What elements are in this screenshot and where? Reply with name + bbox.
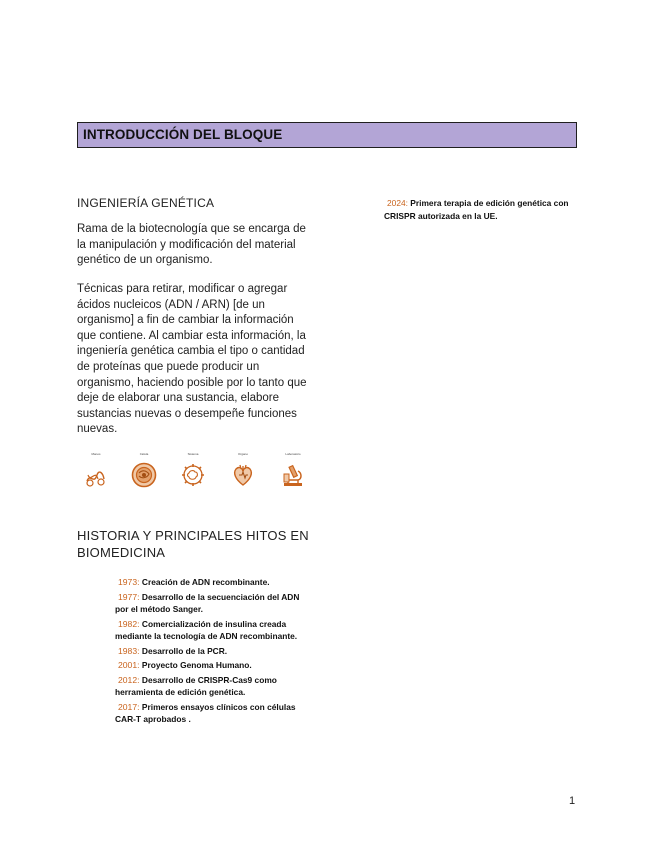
timeline-year: 1973: — [118, 577, 140, 587]
timeline-item — [115, 618, 311, 643]
banner-title: INTRODUCCIÓN DEL BLOQUE — [83, 127, 283, 142]
icon-caption: Laboratorio — [285, 453, 301, 456]
icon-caption: Manos — [91, 453, 101, 456]
dna-hands-icon — [82, 461, 110, 489]
heart-organ-icon — [229, 461, 257, 489]
heading-historia: HISTORIA Y PRINCIPALES HITOS EN BIOMEDICINA — [77, 528, 309, 560]
timeline-text: Desarrollo de CRISPR-Cas9 como herramienta de edición genética. — [115, 675, 277, 698]
timeline-text: Primeros ensayos clínicos con células CAR-T aprobados . — [115, 702, 296, 725]
techniques-paragraph: Técnicas para retirar, modificar o agregar ácidos nucleicos (ADN / ARN) [de un organismo] a fin de cambiar la información que contiene. Al cambiar esta información, la ingeniería genética cambia el tipo o cantidad de proteínas que puede producir un organismo, haciendo posible por lo tanto que deje de elaborar una sustancia, elabore sustancias nuevas o desempeñe funciones nuevas. — [77, 283, 307, 436]
timeline-year: 2012: — [118, 675, 140, 686]
timeline-text: Desarrollo de la secuenciación del ADN por el método Sanger. — [115, 591, 300, 614]
timeline-item — [115, 645, 311, 657]
timeline-item — [115, 701, 311, 726]
microscope-icon — [279, 461, 307, 489]
timeline-item — [115, 591, 311, 616]
timeline-text: Creación de ADN recombinante. — [141, 577, 270, 587]
icon-cell — [176, 453, 210, 493]
timeline-year: 2017: — [118, 702, 140, 713]
timeline-year: 1983: — [118, 645, 140, 656]
icon-row — [79, 453, 309, 493]
icon-cell — [226, 453, 260, 493]
icon-caption: Sistema — [187, 453, 199, 456]
icon-cell — [79, 453, 113, 493]
icon-cell — [127, 453, 161, 493]
icon-caption: Célula — [139, 453, 149, 456]
timeline-text: Desarrollo de la PCR. — [141, 645, 228, 656]
heading-ingenieria-genetica: INGENIERÍA GENÉTICA — [77, 196, 215, 210]
icon-cell — [276, 453, 310, 493]
gear-brain-icon — [179, 461, 207, 489]
icon-caption: Órgano — [237, 453, 248, 456]
timeline-year: 2001: — [118, 660, 140, 671]
timeline-text: Proyecto Genoma Humano. — [141, 660, 252, 671]
timeline-item — [115, 674, 311, 699]
side-note-2024 — [384, 197, 579, 222]
page-number: 1 — [569, 795, 576, 807]
timeline-list — [115, 576, 311, 728]
definition-paragraph: Rama de la biotecnología que se encarga de la manipulación y modificación del material genético de un organismo. — [77, 223, 306, 267]
timeline-year: 1977: — [118, 591, 140, 602]
timeline-year: 1982: — [118, 618, 140, 629]
side-note-year: 2024: — [387, 198, 408, 208]
timeline-text: Comercialización de insulina creada mediante la tecnología de ADN recombinante. — [115, 618, 298, 641]
section-banner — [77, 122, 577, 148]
timeline-item — [115, 576, 311, 588]
timeline-item — [115, 659, 311, 671]
side-note-text: Primera terapia de edición genética con CRISPR autorizada en la UE. — [384, 198, 569, 221]
cell-globe-icon — [130, 461, 158, 489]
